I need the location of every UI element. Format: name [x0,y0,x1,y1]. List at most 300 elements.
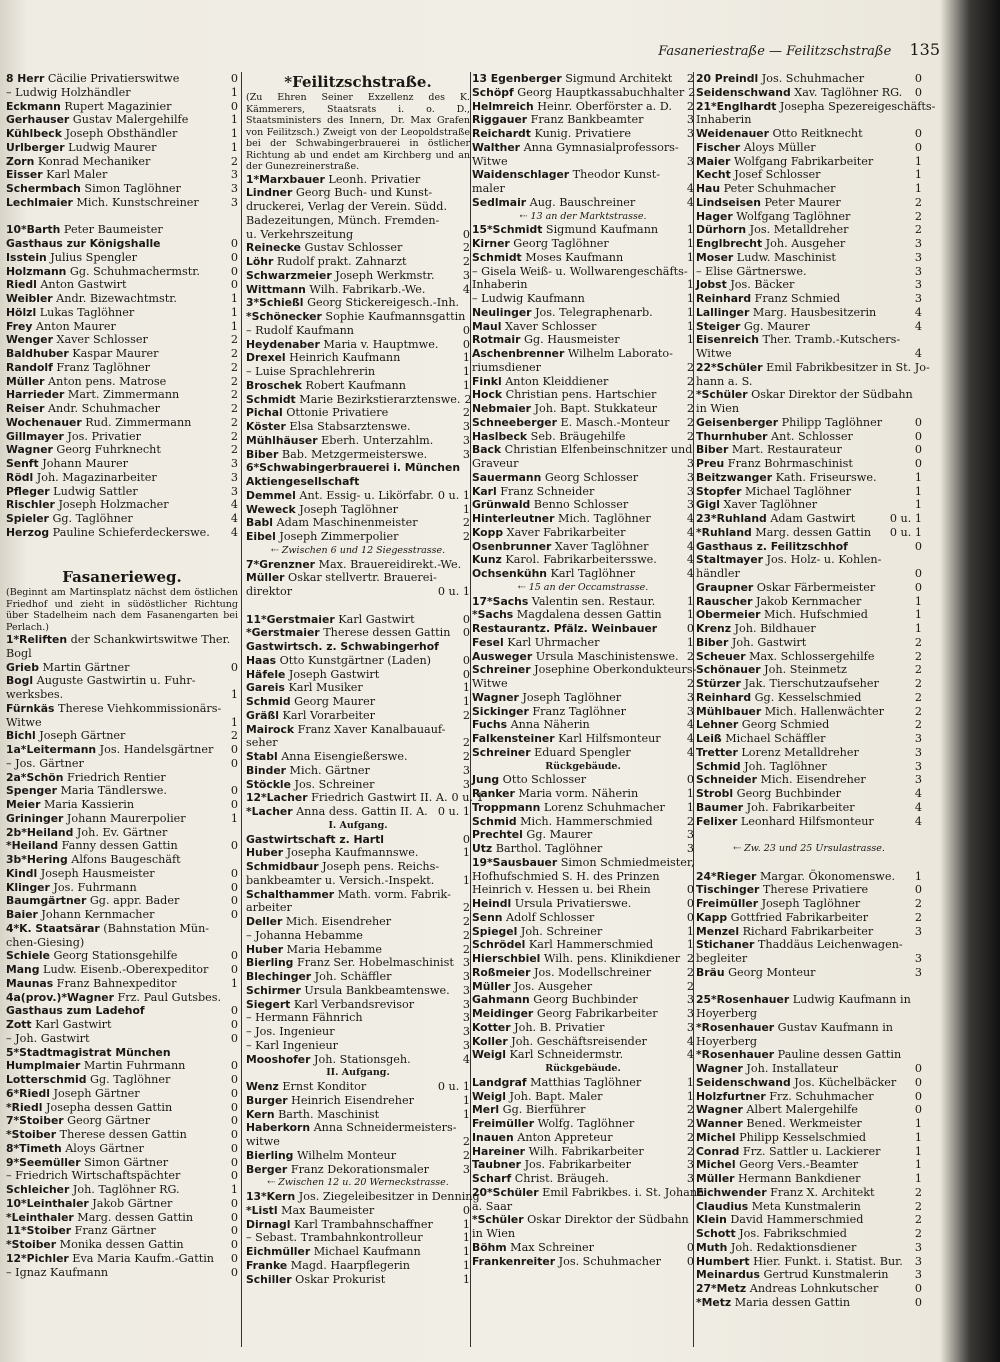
surname: Obermeier [696,608,761,622]
surname: Hareiner [472,1144,526,1158]
resident-entry [6,1018,238,1032]
surname: Eckmann [6,99,61,113]
resident-name: Witwe [696,347,732,360]
resident-name: Spieler Gg. Taglöhner [6,512,133,525]
resident-entry [472,155,694,169]
resident-name: Inhaberin [472,278,528,292]
resident-name: Kunz Karol. Fabrikarbeitersswe. [472,553,657,567]
resident-entry [246,214,470,228]
floor-number: 1 [230,1183,238,1196]
surname: Gahmann [472,993,530,1007]
resident-name: Menzel Richard Fabrikarbeiter [696,924,874,938]
floor-number: 2 [462,915,470,928]
resident-entry [472,705,694,719]
floor-number: 2 [686,429,694,443]
resident-entry [696,402,922,416]
resident-name: Ausweger Ursula Maschinistenswe. [472,649,679,663]
resident-entry [696,677,922,691]
resident-name: Schiller Oskar Prokurist [246,1272,386,1286]
resident-entry [6,716,238,730]
floor-number: 2 [686,1130,694,1144]
resident-name: Zorn Konrad Mechaniker [6,154,151,168]
surname: Englbrecht [696,237,763,250]
floor-number [690,1200,694,1214]
resident-name: – Ignaz Kaufmann [6,1265,109,1279]
resident-entry [6,702,238,716]
resident-name: 1*Reliften der Schankwirtswitwe Ther. [6,633,231,646]
resident-name: Frey Anton Maurer [6,319,116,333]
resident-name: maler [472,182,505,195]
resident-name: Klinger Jos. Fuhrmann [6,880,137,894]
resident-entry [472,306,694,320]
floor-number: 3 [914,924,922,938]
resident-name: 17*Sachs Valentin sen. Restaur. [472,594,656,608]
surname: Müller [472,979,511,993]
resident-entry [696,938,922,952]
floor-number: 3 [914,952,922,965]
resident-name: Stopfer Michael Taglöhner [696,484,852,498]
floor-number: 1 [462,695,470,708]
surname: *Riedl [6,1100,43,1114]
resident-entry [472,595,694,609]
resident-entry [6,100,238,114]
resident-name: Kotter Joh. B. Privatier [472,1020,605,1034]
resident-entry [696,292,922,306]
resident-entry [472,265,694,279]
floor-number: 1 [462,351,470,365]
resident-entry [696,1103,922,1117]
resident-entry [246,489,470,503]
resident-entry [696,182,922,196]
cross-street-note: ⇠ Zw. 23 und 25 Ursulastrasse. [733,843,885,854]
resident-entry [6,688,238,702]
surname: Karl [472,484,497,498]
resident-entry [246,1080,470,1094]
surname: Michel [696,1158,736,1172]
floor-number: 3 [686,690,694,704]
floor-number: 0 [230,1031,238,1045]
resident-name: Witwe [472,154,508,168]
surname: Seidenschwand [696,85,791,99]
resident-name: Schleicher Joh. Taglöhner RG. [6,1183,180,1196]
resident-entry [472,1048,694,1062]
resident-name: Köster Elsa Stabsarztenswe. [246,420,411,433]
resident-name: Rauscher Jakob Kernmacher [696,594,862,608]
resident-name: Bierling Franz Ser. Hobelmaschinist [246,956,454,970]
surname: 1a*Leitermann [6,743,97,756]
resident-name: Seidenschwand Jos. Küchelbäcker [696,1075,897,1089]
resident-entry [696,691,922,705]
floor-number: 3 [914,773,922,787]
floor-number: 3 [686,498,694,512]
floor-number: 3 [914,965,922,979]
resident-name: *Rosenhauer Pauline dessen Gattin [696,1048,902,1062]
resident-name: Franke Magd. Haarpflegerin [246,1258,410,1272]
resident-entry [696,196,922,210]
floor-number: 0 [230,1141,238,1155]
resident-name: seher [246,736,278,750]
resident-entry [246,1135,470,1149]
floor-number: 0 [462,227,470,241]
resident-name: Lehner Georg Schmied [696,718,830,732]
resident-entry [6,826,238,840]
resident-name: Maul Xaver Schlosser [472,319,597,333]
resident-entry [6,265,238,279]
surname: 4*K. Staatsärar [6,921,100,935]
resident-entry [6,839,238,853]
resident-entry [6,771,238,785]
surname: Meidinger [472,1007,534,1020]
surname: Burger [246,1093,288,1107]
resident-name [246,833,384,847]
floor-number: 0 [230,1018,238,1031]
resident-entry [696,952,922,966]
resident-name: Rödl Joh. Magazinarbeiter [6,470,157,484]
surname: 12*Lacher [246,791,308,805]
surname: 27*Metz [696,1282,747,1295]
resident-entry [696,760,922,774]
surname: Baumer [696,800,744,814]
resident-entry [6,485,238,499]
resident-name: Schott Jos. Fabrikschmied [696,1227,847,1240]
floor-number: 3 [914,732,922,745]
resident-entry [6,388,238,402]
floor-number [466,723,470,737]
surname: Dürhorn [696,223,747,237]
surname: Weibler [6,292,53,305]
resident-entry [6,113,238,127]
surname: Preu [696,457,725,470]
resident-name [472,622,657,636]
floor-number: 0 [686,883,694,897]
resident-name: – Karl Ingenieur [246,1038,339,1052]
floor-number: 0 [914,1075,922,1089]
surname: Stürzer [696,677,741,690]
resident-entry [696,1172,922,1186]
resident-entry [6,402,238,416]
resident-entry [6,1252,238,1266]
resident-entry [6,127,238,141]
resident-name: Schirmer Ursula Bankbeamtenswe. [246,983,450,997]
resident-entry [696,347,922,361]
surname: *Sachs [472,608,514,622]
floor-number: 0 [230,250,238,264]
resident-name: Gareis Karl Musiker [246,681,363,695]
surname: *Schüler [472,1213,524,1227]
resident-name: Stichaner Thaddäus Leichenwagen- [696,938,903,952]
resident-name: Waidenschlager Theodor Kunst- [472,168,661,182]
floor-number: 3 [686,1172,694,1185]
resident-entry [246,654,470,668]
floor-number: 0 [230,1155,238,1169]
surname: Grininger [6,811,64,825]
surname: Baumgärtner [6,894,87,908]
floor-number: 1 [462,502,470,516]
resident-name: Wittmann Wilh. Fabrikarb.-We. [246,282,426,296]
resident-entry [472,196,694,210]
resident-entry [472,416,694,430]
resident-entry [6,72,238,86]
resident-entry [6,1211,238,1225]
resident-name: Schwarzmeier Joseph Werkmstr. [246,268,435,282]
floor-number: 1 [686,1089,694,1103]
resident-entry [6,1266,238,1280]
surname: Reinecke [246,241,301,255]
resident-name: bankbeamter u. Versich.-Inspekt. [246,873,435,887]
street-heading: *Feilitzschstraße. [284,73,432,91]
resident-entry [696,1268,922,1282]
surname: Humbert [696,1254,750,1268]
resident-name: Eichwender Franz X. Architekt [696,1185,875,1199]
floor-number: 3 [230,182,238,195]
resident-name: Sauermann Georg Schlosser [472,470,639,484]
surname: Meier [6,798,41,811]
resident-entry [472,471,694,485]
surname: Wagner [696,1062,743,1075]
floor-number [918,1021,922,1035]
resident-entry [246,228,470,242]
resident-entry [246,571,470,585]
resident-entry [246,241,470,255]
surname: Lotterschmid [6,1073,87,1086]
surname: Aschenbrenner [472,347,565,360]
floor-number [234,702,238,716]
resident-entry [696,1282,922,1296]
floor-number: 0 [230,278,238,292]
resident-entry [246,956,470,970]
resident-name: Müller Hermann Bankdiener [696,1172,861,1185]
floor-number: 1 [230,292,238,305]
surname: 3b*Hering [6,853,68,866]
surname: Müller [246,571,285,585]
resident-name: u. Verkehrszeitung [246,227,354,241]
surname: Fürnkäs [6,701,55,715]
floor-number: 1 [686,333,694,347]
resident-name: direktor [246,585,293,598]
resident-name: – Ludwig Holzhändler [6,85,131,99]
surname: Sauermann [472,470,542,484]
resident-name: *Schönecker Sophie Kaufmannsgattin [246,310,466,323]
resident-entry [6,526,238,540]
floor-number: 3 [230,484,238,498]
surname: 2a*Schön [6,770,64,784]
resident-entry [696,375,922,389]
floor-number [466,186,470,200]
resident-name: Freimüller Joseph Taglöhner [696,897,861,910]
surname: Hock [472,388,503,402]
floor-number: 3 [462,1162,470,1176]
resident-entry [6,661,238,675]
surname: Blechinger [246,970,312,983]
resident-entry [472,746,694,760]
resident-entry [696,360,930,375]
resident-name: Steiger Gg. Maurer [696,319,810,333]
floor-number [918,993,922,1007]
resident-name: Jung Otto Schlosser [472,773,587,787]
resident-entry [246,888,470,902]
surname: 6*Riedl [6,1086,50,1100]
resident-name: Wagner Georg Fuhrknecht [6,443,161,457]
surname: Spiegel [472,924,518,938]
resident-entry [472,980,694,994]
resident-name: Gahmann Georg Buchbinder [472,993,638,1007]
resident-name: Inhaberin [696,113,752,127]
resident-name: Stürzer Jak. Tierschutzaufseher [696,677,879,690]
floor-number: 0 [230,72,238,85]
floor-number: 0 [230,949,238,963]
floor-number: 3 [686,154,694,168]
surname: Sedlmair [472,195,527,209]
resident-name: Blechinger Joh. Schäffler [246,970,392,983]
resident-name: Beitzwanger Kath. Friseurswe. [696,470,877,484]
surname: Wenger [6,333,53,347]
resident-name: Schrödel Karl Hammerschmied [472,938,654,952]
resident-name: Osenbrunner Xaver Taglöhner [472,539,649,553]
resident-name: Weibler Andr. Bizewachtmstr. [6,292,177,305]
resident-name: Eisenreich Ther. Tramb.-Kutschers- [696,333,901,347]
resident-name: 6*Riedl Joseph Gärtner [6,1086,140,1100]
resident-entry [472,966,694,980]
floor-number: 4 [686,512,694,525]
resident-entry [696,127,922,141]
resident-name: Michel Georg Vers.-Beamter [696,1158,859,1172]
floor-number [466,296,470,310]
floor-number: 2 [914,635,922,649]
floor-number: 2 [686,1117,694,1130]
resident-entry [472,127,694,141]
surname: *Rosenhauer [696,1048,775,1062]
resident-entry [6,1197,238,1211]
resident-entry [246,1108,470,1122]
resident-name: Schönauer Joh. Steinmetz [696,663,847,677]
resident-entry [472,320,694,334]
floor-number: 2 [914,1199,922,1213]
resident-entry [246,338,470,352]
floor-number: 3 [686,113,694,127]
resident-entry [472,540,694,554]
resident-name: Gillmayer Jos. Privatier [6,429,141,443]
resident-entry [246,750,470,764]
surname: Franke [246,1258,288,1272]
resident-entry [246,874,470,888]
floor-number: 0 [230,99,238,113]
resident-entry [6,498,238,512]
resident-entry [246,640,470,654]
resident-entry [6,320,238,334]
resident-entry [696,622,922,636]
floor-number: 3 [686,457,694,470]
resident-name: Heinrich v. Hessen u. bei Rhein [472,883,651,897]
resident-entry [6,443,238,457]
resident-name: Berger Franz Dekorationsmaler [246,1162,429,1176]
surname: Hager [696,209,733,223]
resident-entry [6,881,238,895]
surname: Schmidt [246,392,296,406]
floor-number: 3 [462,956,470,970]
floor-number [918,333,922,347]
surname: Felixer [696,814,738,828]
resident-name: in Wien [696,402,740,415]
resident-name: Weigl Karl Schneidermstr. [472,1048,624,1062]
surname: 12*Pichler [6,1251,69,1265]
floor-number [466,640,470,654]
resident-name: Wochenauer Rud. Zimmermann [6,415,192,429]
resident-name: – Luise Sprachlehrerin [246,365,376,378]
floor-number: 1 [686,594,694,608]
surname: Hölzl [6,305,37,319]
resident-entry [246,475,470,489]
resident-name: Wenz Ernst Konditor [246,1080,367,1093]
surname: Rischler [6,498,55,512]
floor-number: 1 [462,365,470,378]
resident-entry [246,1163,470,1177]
resident-entry [246,901,470,915]
floor-number: 0 u. 1 [437,1080,470,1093]
resident-entry [472,430,694,444]
floor-number: 2 [914,704,922,718]
resident-name: Bierling Wilhelm Monteur [246,1148,397,1162]
resident-name: 3*Schießl Georg Stickereigesch.-Inh. [246,296,460,310]
resident-name: Hierschbiel Wilh. pens. Klinikdiener [472,952,681,965]
surname: Gasthaus z. Feilitzschhof [696,539,848,553]
resident-entry [472,787,694,801]
floor-number: 1 [230,140,238,154]
resident-entry [696,1227,922,1241]
floor-number: 2 [230,333,238,347]
surname: Klinger [6,880,50,894]
resident-name: Siegert Karl Verbandsrevisor [246,997,415,1011]
surname: Gastwirtsch. z. Schwabingerhof [246,640,439,653]
floor-number: 0 u. 1 [889,512,922,525]
resident-entry [696,210,922,224]
resident-entry [246,324,470,338]
resident-name: Biber Mart. Restaurateur [696,443,842,457]
surname: Aktiengesellschaft [246,475,360,488]
floor-number: 0 [230,1128,238,1141]
resident-name: Wagner Joh. Installateur [696,1062,838,1075]
resident-name: – Jos. Ingenieur [246,1025,335,1038]
surname: 13*Kern [246,1190,296,1203]
floor-number: 0 [230,1265,238,1279]
floor-number: 1 [686,1075,694,1089]
resident-entry [472,911,694,925]
resident-entry [246,709,470,723]
floor-number: 1 [914,154,922,168]
resident-entry [472,388,694,402]
resident-name: Müller Anton pens. Matrose [6,374,167,388]
floor-number: 0 [230,756,238,770]
floor-number: 1 [230,319,238,333]
surname: 19*Sausbauer [472,855,558,869]
resident-name: Graveur [472,457,519,470]
surname: Weweck [246,502,296,516]
floor-number: 0 [914,883,922,897]
resident-entry [696,911,922,925]
building-section-label: Rückgebäude. [545,1063,621,1074]
resident-name: Schreiner Eduard Spengler [472,745,631,759]
resident-entry [246,1231,470,1245]
resident-entry [472,292,694,306]
floor-number: 3 [686,1007,694,1020]
surname: Sickinger [472,704,529,718]
surname: Herzog [6,525,50,539]
floor-number: 0 [686,897,694,910]
surname: Schiller [246,1272,292,1286]
cross-street-note: ⇠ Zwischen 12 u. 20 Werneckstrasse. [267,1177,449,1189]
surname: Graupner [696,580,754,594]
floor-number: 0 [914,567,922,580]
resident-name: 21*Englhardt Josepha Spezereigeschäfts- [696,99,936,113]
